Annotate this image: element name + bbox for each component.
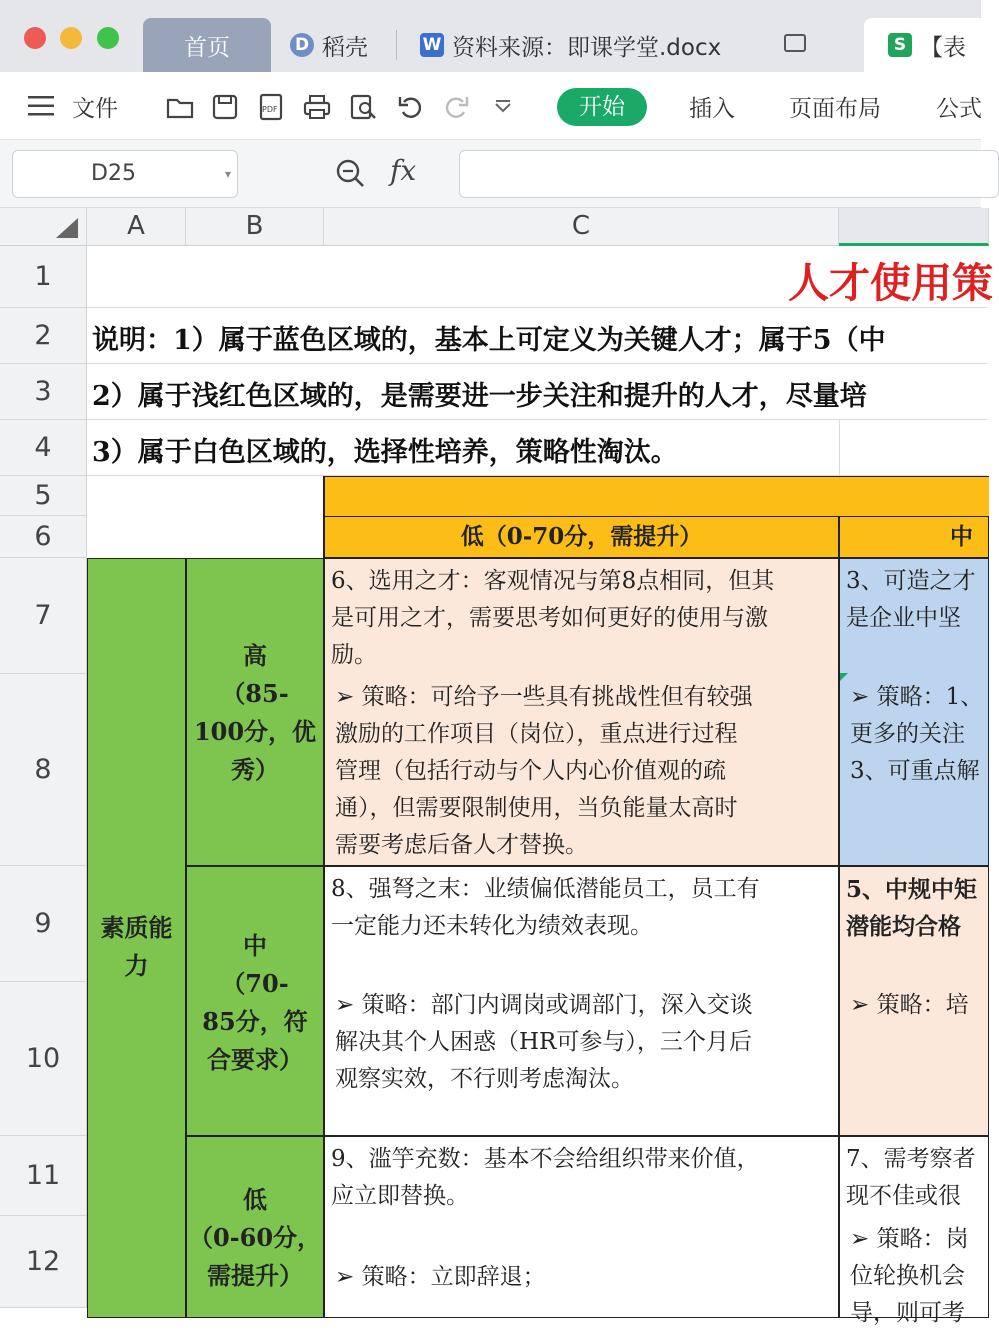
toolbar bbox=[0, 72, 981, 140]
row-header-7[interactable]: 7 bbox=[0, 558, 87, 674]
hamburger-menu-icon[interactable] bbox=[28, 94, 54, 118]
cell-c12-text: ➢ 策略：立即辞退； bbox=[335, 1264, 546, 1290]
row-header-11[interactable]: 11 bbox=[0, 1136, 87, 1216]
menu-page-layout-tab[interactable]: 页面布局 bbox=[789, 96, 881, 122]
row-header-2[interactable]: 2 bbox=[0, 308, 87, 364]
cell-c8-text: ➢ 策略：可给予一些具有挑战性但有较强 激励的工作项目（岗位），重点进行过程 管理（包括行动与个人内心价值观的疏 通），但需要限制使用，当负能量太高时 需要考虑后备人才替换。 bbox=[335, 684, 753, 858]
level-mid-cell[interactable] bbox=[186, 866, 324, 1136]
cell-reference-box[interactable] bbox=[12, 150, 238, 198]
menu-formula-tab[interactable]: 公式 bbox=[936, 96, 982, 122]
formula-bar bbox=[0, 140, 981, 208]
title-cell[interactable] bbox=[87, 246, 993, 308]
level-low-label: 低 （0-60分， 需提升） bbox=[188, 1185, 322, 1290]
quality-ability-label: 素质能 力 bbox=[100, 913, 173, 980]
tab-home-label: 首页 bbox=[184, 34, 230, 61]
cell-reference-value: D25 bbox=[91, 161, 136, 186]
spreadsheet-icon: S bbox=[888, 33, 912, 57]
cell-c11-text: 9、滥竽充数：基本不会给组织带来价值， 应立即替换。 bbox=[331, 1146, 760, 1209]
menu-file[interactable]: 文件 bbox=[72, 96, 118, 122]
tab-document-label: 资料来源：即课学堂.docx bbox=[452, 34, 722, 61]
print-preview-icon[interactable] bbox=[348, 92, 378, 122]
print-icon[interactable] bbox=[302, 92, 332, 122]
fx-icon[interactable]: fx bbox=[390, 154, 417, 187]
cell-d10-text: ➢ 策略：培 bbox=[850, 992, 969, 1018]
svg-text:PDF: PDF bbox=[262, 105, 278, 114]
row-header-10[interactable]: 10 bbox=[0, 982, 87, 1136]
quality-ability-cell[interactable] bbox=[87, 558, 186, 1318]
tab-daoke[interactable] bbox=[290, 18, 368, 72]
menu-start-tab[interactable]: 开始 bbox=[557, 88, 647, 126]
more-dropdown-icon[interactable] bbox=[488, 92, 518, 122]
cell-d11-d12[interactable] bbox=[839, 1136, 989, 1326]
note-line-1[interactable]: 说明：1）属于蓝色区域的，基本上可定义为关键人才；属于5（中 bbox=[92, 325, 886, 356]
performance-mid-header[interactable]: 中 bbox=[839, 516, 989, 558]
row-header-1[interactable]: 1 bbox=[0, 246, 87, 308]
open-folder-icon[interactable] bbox=[165, 92, 195, 122]
window-titlebar bbox=[0, 0, 981, 72]
column-header-a[interactable]: A bbox=[87, 208, 186, 246]
level-mid-label: 中 （70- 85分，符 合要求） bbox=[202, 931, 308, 1074]
cell-c9-c10[interactable] bbox=[324, 866, 839, 1136]
close-window-button[interactable] bbox=[24, 27, 46, 49]
cell-c9-text: 8、强弩之末：业绩偏低潜能员工，员工有 一定能力还未转化为绩效表现。 bbox=[331, 876, 760, 939]
export-pdf-icon[interactable] bbox=[256, 92, 286, 122]
sheet-title: 人才使用策 bbox=[788, 259, 993, 307]
note-line-2[interactable]: 2）属于浅红色区域的，是需要进一步关注和提升的人才，尽量培 bbox=[92, 381, 867, 412]
cell-c7-text: 6、选用之才：客观情况与第8点相同，但其 是可用之才，需要思考如何更好的使用与激 励。 bbox=[331, 568, 775, 668]
note-line-3[interactable]: 3）属于白色区域的，选择性培养，策略性淘汰。 bbox=[92, 437, 678, 468]
row-header-6[interactable]: 6 bbox=[0, 516, 87, 558]
daoke-icon: D bbox=[290, 33, 314, 57]
select-all-triangle-icon bbox=[0, 208, 87, 244]
column-header-c[interactable]: C bbox=[324, 208, 839, 246]
tab-separator bbox=[396, 30, 397, 60]
column-header-b[interactable]: B bbox=[186, 208, 324, 246]
formula-input[interactable] bbox=[459, 150, 999, 198]
grid-line bbox=[839, 420, 840, 476]
cell-c7-c8[interactable] bbox=[324, 558, 839, 866]
level-high-label: 高 （85- 100分，优 秀） bbox=[193, 641, 317, 784]
cell-d11-text: 7、需考察者 现不佳或很 bbox=[846, 1146, 976, 1209]
performance-low-header[interactable]: 低（0-70分，需提升） bbox=[324, 516, 839, 558]
cell-d7-d8[interactable] bbox=[839, 558, 989, 866]
row-header-9[interactable]: 9 bbox=[0, 866, 87, 982]
tab-home[interactable] bbox=[143, 18, 271, 72]
redo-icon[interactable] bbox=[441, 92, 471, 122]
row-header-3[interactable]: 3 bbox=[0, 364, 87, 420]
row-header-8[interactable]: 8 bbox=[0, 674, 87, 866]
level-high-cell[interactable] bbox=[186, 558, 324, 866]
word-doc-icon: W bbox=[420, 33, 444, 57]
grid-line bbox=[87, 419, 987, 420]
row-header-12[interactable]: 12 bbox=[0, 1216, 87, 1308]
comment-indicator-icon[interactable] bbox=[840, 673, 848, 681]
cell-c11-c12[interactable] bbox=[324, 1136, 839, 1318]
row-header-5[interactable]: 5 bbox=[0, 476, 87, 516]
undo-icon[interactable] bbox=[396, 92, 426, 122]
cell-d9-d10[interactable] bbox=[839, 866, 989, 1136]
tab-daoke-label: 稻壳 bbox=[322, 34, 368, 61]
performance-header-band[interactable] bbox=[324, 476, 989, 516]
cell-d7-text: 3、可造之才 是企业中坚 bbox=[846, 568, 976, 631]
zoom-icon[interactable] bbox=[334, 157, 366, 189]
grid-line bbox=[87, 363, 987, 364]
maximize-window-button[interactable] bbox=[97, 27, 119, 49]
cell-c10-text: ➢ 策略：部门内调岗或调部门，深入交谈 解决其个人困惑（HR可参与），三个月后 观察实效，不行则考虑淘汰。 bbox=[335, 992, 753, 1092]
monitor-icon[interactable] bbox=[784, 34, 806, 52]
chevron-down-icon[interactable]: ▾ bbox=[224, 167, 231, 181]
tab-spreadsheet-label: 【表 bbox=[920, 34, 966, 61]
matrix-corner-cell[interactable] bbox=[87, 476, 324, 558]
menu-insert-tab[interactable]: 插入 bbox=[689, 96, 735, 122]
cell-d8-text: ➢ 策略：1、 更多的关注 3、可重点解 bbox=[850, 684, 984, 784]
column-header-d[interactable] bbox=[839, 208, 989, 246]
cell-d12-text: ➢ 策略：岗 位轮换机会 导，则可考 bbox=[850, 1226, 969, 1326]
level-low-cell[interactable] bbox=[186, 1136, 324, 1318]
row-header-4[interactable]: 4 bbox=[0, 420, 87, 476]
tab-document[interactable] bbox=[420, 18, 721, 72]
select-all-corner[interactable] bbox=[0, 208, 87, 246]
save-icon[interactable] bbox=[210, 92, 240, 122]
cell-d9-text: 5、中规中矩 潜能均合格 bbox=[846, 876, 978, 940]
minimize-window-button[interactable] bbox=[60, 27, 82, 49]
tab-spreadsheet[interactable] bbox=[864, 18, 994, 72]
